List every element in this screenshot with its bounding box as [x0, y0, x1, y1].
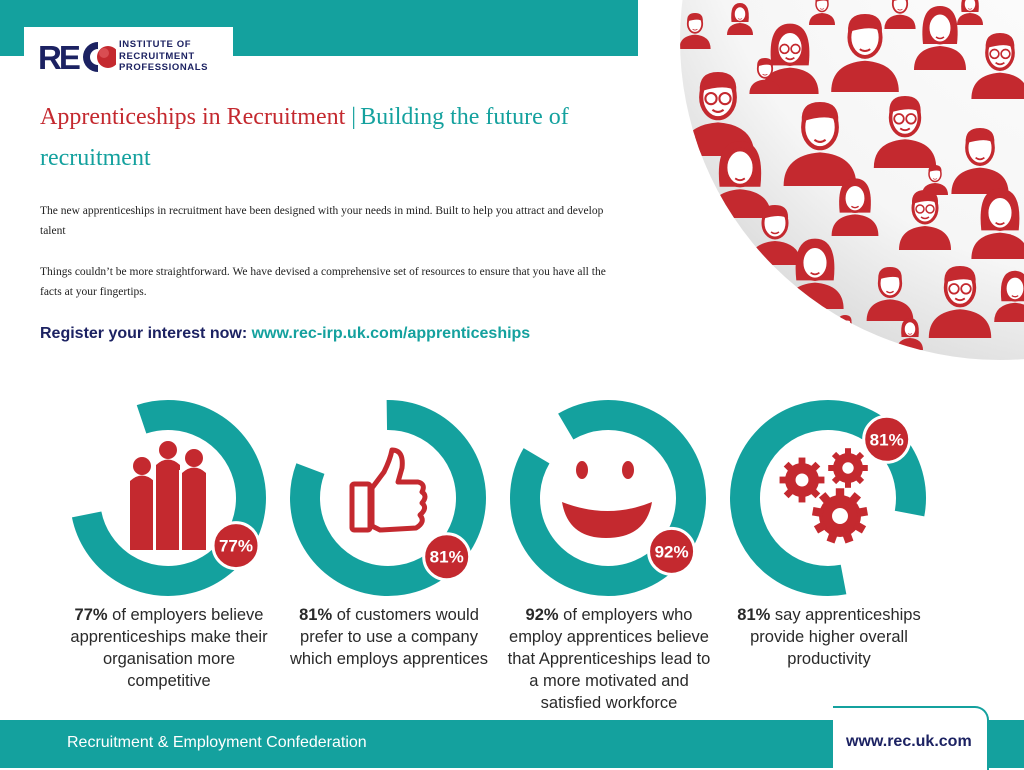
thumbs-up-icon	[352, 450, 425, 530]
title-main: Apprenticeships in Recruitment	[40, 104, 346, 130]
stat-value: 92%	[525, 606, 559, 624]
stat-donut-4	[720, 398, 940, 608]
stat-caption-1	[64, 604, 274, 692]
logo-wordmark	[119, 39, 208, 74]
face-icon	[727, 261, 763, 303]
logo-line-1: INSTITUTE OF	[119, 39, 192, 50]
stat-donut-3	[500, 398, 720, 608]
percent-badge	[649, 528, 695, 574]
gear-icon	[828, 448, 868, 488]
percent-badge-label: 81%	[429, 547, 464, 567]
percent-badge-label: 92%	[654, 542, 689, 562]
smiley-face-icon	[562, 461, 652, 538]
stat-value: 81%	[299, 606, 333, 624]
gear-icon	[812, 488, 868, 543]
title-separator: |	[351, 104, 357, 130]
logo-line-2: RECRUITMENT	[119, 50, 195, 62]
register-link[interactable]: www.rec-irp.uk.com/apprenticeships	[251, 325, 531, 342]
stat-text: say apprenticeships provide higher overall productivity	[750, 606, 921, 668]
stat-value: 81%	[737, 606, 771, 624]
stat-donut-2	[280, 398, 500, 608]
stat-text: of employers who employ apprentices believe that Apprenticeships lead to a more motivated and satisfied workforce	[507, 606, 711, 712]
stat-text: of customers would prefer to use a company which employs apprentices	[289, 606, 489, 668]
register-label: Register your interest now:	[40, 325, 248, 342]
stat-caption-4	[724, 604, 934, 670]
page-title	[40, 97, 630, 179]
percent-badge-label: 77%	[218, 536, 254, 556]
percent-badge	[213, 523, 259, 569]
title-sub: Building the future of recruitment	[40, 104, 569, 171]
logo-line-3: PROFESSIONALS	[119, 62, 209, 73]
stat-caption-3	[504, 604, 714, 714]
footer-org-name: Recruitment & Employment Confederation	[67, 734, 367, 751]
svg-text:RE: RE	[38, 39, 78, 75]
footer-url-link[interactable]: www.rec.uk.com	[846, 733, 972, 750]
stat-value: 77%	[74, 606, 108, 624]
percent-badge-label: 81%	[869, 430, 904, 450]
people-bars-icon	[130, 441, 206, 550]
gears-icon	[780, 448, 868, 543]
register-interest	[40, 325, 530, 343]
resources-paragraph: Things couldn’t be more straightforward. We have devised a comprehensive set of resources to ensure that you have all the facts at your fingertips.	[40, 266, 606, 298]
percent-badge	[424, 534, 470, 580]
intro-paragraph: The new apprenticeships in recruitment have been designed with your needs in mind. Built to help you attract and develop talent	[40, 205, 604, 237]
stat-text: of employers believe apprenticeships make their organisation more competitive	[70, 606, 268, 690]
stat-caption-2	[284, 604, 494, 670]
stat-donut-1	[60, 398, 280, 608]
face-icon	[682, 193, 718, 238]
percent-badge	[864, 416, 910, 462]
rec-irp-logo[interactable]	[24, 27, 233, 83]
rec-logo-mark-icon	[38, 39, 116, 75]
gear-icon	[780, 458, 825, 503]
people-globe-illustration	[670, 0, 1024, 362]
